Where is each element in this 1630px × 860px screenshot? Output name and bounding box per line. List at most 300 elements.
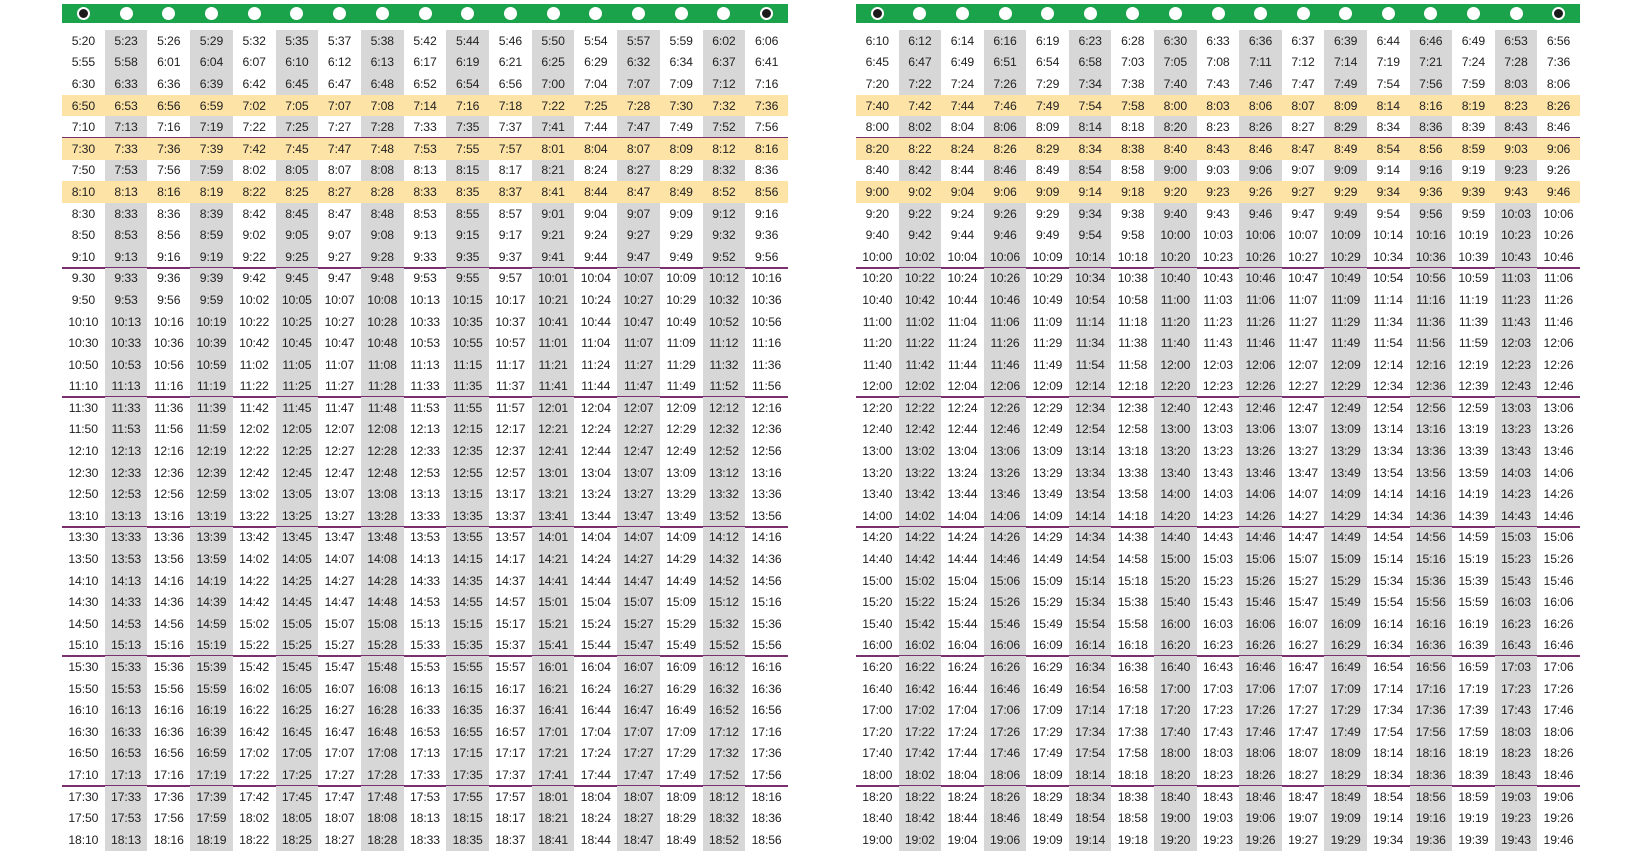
time-cell: 6:28 <box>1121 33 1145 48</box>
time-cell: 16:58 <box>1117 681 1148 696</box>
time-cell: 13:47 <box>617 505 660 527</box>
time-cell: 8:56 <box>754 184 779 199</box>
time-cell: 7:41 <box>532 116 575 138</box>
table-row <box>856 52 1580 74</box>
time-cell: 7:07 <box>617 73 660 95</box>
time-cell: 18:09 <box>666 789 697 804</box>
time-cell: 6:36 <box>157 76 181 91</box>
time-cell: 13:27 <box>1288 444 1319 459</box>
time-cell: 8:55 <box>446 203 489 225</box>
table-row <box>62 311 788 333</box>
time-cell: 17:44 <box>580 767 611 782</box>
time-cell: 13:06 <box>984 440 1027 462</box>
table-row <box>856 376 1580 398</box>
time-cell: 12:54 <box>1069 419 1112 441</box>
time-cell: 18:02 <box>239 811 270 826</box>
time-cell: 14:25 <box>276 570 319 592</box>
time-cell: 10:44 <box>947 292 978 307</box>
time-cell: 13:40 <box>1154 462 1197 484</box>
time-cell: 11:13 <box>105 376 148 398</box>
time-cell: 12:48 <box>361 462 404 484</box>
time-cell: 18:17 <box>495 811 526 826</box>
table-row <box>856 591 1580 613</box>
time-cell: 7:20 <box>865 76 889 91</box>
time-cell: 16:38 <box>1117 660 1148 675</box>
time-cell: 13:20 <box>862 465 893 480</box>
time-cell: 16:03 <box>1495 591 1538 613</box>
time-cell: 15:29 <box>666 616 697 631</box>
time-cell: 16:36 <box>1410 635 1453 657</box>
time-cell: 15:46 <box>1239 591 1282 613</box>
time-cell: 15:43 <box>1202 595 1233 610</box>
time-cell: 9:06 <box>993 184 1017 199</box>
time-cell: 14:19 <box>190 570 233 592</box>
time-cell: 18:35 <box>446 829 489 851</box>
time-cell: 10:56 <box>751 314 782 329</box>
time-cell: 13:59 <box>1458 465 1489 480</box>
time-cell: 10:36 <box>751 292 782 307</box>
time-cell: 8:13 <box>413 163 437 178</box>
time-cell: 10:09 <box>1324 224 1367 246</box>
time-cell: 13:22 <box>239 508 270 523</box>
time-cell: 11:39 <box>1458 314 1488 329</box>
time-cell: 8:37 <box>498 184 523 199</box>
time-cell: 12:09 <box>1032 379 1063 394</box>
time-cell: 18:15 <box>446 807 489 829</box>
time-cell: 8:44 <box>584 184 608 199</box>
time-cell: 15:38 <box>1117 595 1148 610</box>
time-cell: 15:59 <box>190 678 233 700</box>
time-cell: 18:07 <box>1288 746 1319 761</box>
time-cell: 12:53 <box>105 483 148 505</box>
time-cell: 16:13 <box>409 681 440 696</box>
time-cell: 8:46 <box>984 160 1027 182</box>
time-cell: 8:35 <box>456 184 480 199</box>
time-cell: 6:56 <box>157 98 181 113</box>
time-cell: 9:59 <box>190 289 233 311</box>
time-cell: 15:47 <box>617 635 660 657</box>
time-cell: 9:27 <box>327 249 352 264</box>
table-row <box>62 807 788 829</box>
time-cell: 6:25 <box>532 52 575 74</box>
time-cell: 16:46 <box>984 678 1027 700</box>
time-cell: 17:44 <box>947 746 978 761</box>
time-cell: 7:12 <box>703 73 746 95</box>
time-cell: 18:41 <box>532 829 575 851</box>
time-cell: 16:42 <box>899 678 942 700</box>
time-cell: 10:07 <box>617 268 660 290</box>
time-cell: 12:09 <box>1324 354 1367 376</box>
time-cell: 17:20 <box>1154 699 1197 721</box>
time-cell: 14:14 <box>1373 487 1404 502</box>
timetable-grid <box>856 30 1580 851</box>
time-cell: 18:00 <box>1154 743 1197 765</box>
time-cell: 17:43 <box>1202 724 1233 739</box>
time-cell: 14:22 <box>899 527 942 549</box>
time-cell: 12:56 <box>153 487 184 502</box>
time-cell: 14:01 <box>532 527 575 549</box>
time-cell: 9:56 <box>754 249 779 264</box>
time-cell: 12:34 <box>1069 397 1112 419</box>
time-cell: 13:59 <box>190 548 233 570</box>
time-cell: 8:42 <box>899 160 942 182</box>
time-cell: 9:13 <box>105 246 148 268</box>
time-cell: 11:25 <box>276 376 319 398</box>
table-row <box>856 354 1580 376</box>
time-cell: 11:01 <box>532 332 575 354</box>
time-cell: 15:09 <box>1324 548 1367 570</box>
time-cell: 10:19 <box>190 311 233 333</box>
time-cell: 14:17 <box>495 552 526 567</box>
time-cell: 9:34 <box>1376 184 1400 199</box>
stop-marker-icon <box>1084 7 1097 20</box>
stop-marker-icon <box>1424 7 1437 20</box>
table-row <box>62 419 788 441</box>
table-row <box>62 268 788 290</box>
time-cell: 8:23 <box>1206 120 1230 135</box>
time-cell: 7:39 <box>199 141 224 156</box>
time-cell: 10:43 <box>1202 271 1233 286</box>
time-cell: 13:04 <box>580 465 611 480</box>
time-cell: 14:24 <box>580 552 611 567</box>
time-cell: 11:38 <box>1118 336 1148 351</box>
time-cell: 7:22 <box>242 120 266 135</box>
time-cell: 9:39 <box>1461 184 1486 199</box>
time-cell: 8:56 <box>1419 141 1443 156</box>
time-cell: 14:54 <box>1069 548 1112 570</box>
time-cell: 7:08 <box>1206 55 1230 70</box>
time-cell: 17:10 <box>68 767 99 782</box>
table-row <box>856 807 1580 829</box>
time-cell: 7:30 <box>669 98 693 113</box>
time-cell: 15:24 <box>580 616 611 631</box>
time-cell: 13:56 <box>153 552 184 567</box>
time-cell: 12:59 <box>1458 400 1489 415</box>
time-cell: 13:34 <box>1069 462 1112 484</box>
time-cell: 8:26 <box>1546 98 1571 113</box>
time-cell: 11:06 <box>984 311 1027 333</box>
time-cell: 12:14 <box>1069 376 1112 398</box>
time-cell: 17:56 <box>1410 721 1453 743</box>
time-cell: 14:48 <box>361 591 404 613</box>
table-row <box>62 743 788 765</box>
time-cell: 12:25 <box>276 440 319 462</box>
time-cell: 9:13 <box>413 228 437 243</box>
time-cell: 11:06 <box>1543 271 1574 286</box>
time-cell: 10:37 <box>495 314 526 329</box>
stop-marker-icon <box>248 7 261 20</box>
time-cell: 18:36 <box>751 811 782 826</box>
time-cell: 14:49 <box>1324 527 1367 549</box>
time-cell: 16:05 <box>276 678 319 700</box>
time-cell: 9:16 <box>157 249 181 264</box>
time-cell: 10:20 <box>862 271 893 286</box>
time-cell: 12:38 <box>1117 400 1148 415</box>
time-cell: 17:05 <box>276 743 319 765</box>
time-cell: 9:32 <box>703 224 746 246</box>
time-cell: 18:13 <box>105 829 148 851</box>
time-cell: 17:53 <box>105 807 148 829</box>
time-cell: 10:54 <box>1069 289 1112 311</box>
time-cell: 11:23 <box>1495 289 1538 311</box>
time-cell: 11:07 <box>325 357 355 372</box>
time-cell: 18:04 <box>580 789 611 804</box>
time-cell: 8:33 <box>105 203 148 225</box>
time-cell: 18:47 <box>1288 789 1319 804</box>
time-cell: 11:57 <box>495 400 525 415</box>
time-cell: 12:45 <box>276 462 319 484</box>
time-cell: 16:09 <box>1324 613 1367 635</box>
time-cell: 18:29 <box>1324 764 1367 786</box>
time-cell: 15:17 <box>495 616 526 631</box>
time-cell: 10:53 <box>409 336 440 351</box>
time-cell: 11:53 <box>410 400 440 415</box>
time-cell: 10:04 <box>947 249 978 264</box>
table-row <box>856 483 1580 505</box>
time-cell: 14:03 <box>1202 487 1233 502</box>
time-cell: 16:52 <box>703 699 746 721</box>
time-cell: 17:59 <box>1458 724 1489 739</box>
time-cell: 18:27 <box>617 807 660 829</box>
time-cell: 16:47 <box>1288 660 1319 675</box>
time-cell: 7:28 <box>1495 52 1538 74</box>
time-cell: 18:06 <box>1239 743 1282 765</box>
time-cell: 18:02 <box>899 764 942 786</box>
time-cell: 19:46 <box>1543 832 1574 847</box>
time-cell: 6:29 <box>584 55 608 70</box>
time-cell: 16:44 <box>580 703 611 718</box>
time-cell: 15:36 <box>1410 570 1453 592</box>
time-cell: 8:46 <box>1248 141 1273 156</box>
time-cell: 7:49 <box>1324 73 1367 95</box>
time-cell: 6:30 <box>71 76 96 91</box>
time-cell: 18:37 <box>495 832 526 847</box>
time-cell: 7:12 <box>1291 55 1315 70</box>
time-cell: 7:16 <box>456 98 480 113</box>
time-cell: 12:55 <box>446 462 489 484</box>
time-cell: 13:27 <box>617 483 660 505</box>
time-cell: 14:55 <box>446 591 489 613</box>
time-cell: 7:22 <box>899 73 942 95</box>
time-cell: 10:27 <box>617 289 660 311</box>
time-cell: 12:16 <box>751 400 782 415</box>
time-cell: 11:09 <box>1033 314 1063 329</box>
time-cell: 18:19 <box>1458 746 1489 761</box>
time-cell: 18:26 <box>1239 764 1282 786</box>
time-cell: 8:30 <box>71 206 96 221</box>
time-cell: 13:35 <box>446 505 489 527</box>
time-cell: 17:27 <box>617 743 660 765</box>
time-cell: 16:12 <box>703 656 746 678</box>
stop-marker-icon <box>1382 7 1395 20</box>
time-cell: 17:33 <box>105 786 148 808</box>
time-cell: 11:12 <box>703 332 746 354</box>
time-cell: 8:36 <box>1410 116 1453 138</box>
time-cell: 9:38 <box>1121 206 1145 221</box>
time-cell: 12:39 <box>1458 379 1489 394</box>
table-row <box>856 73 1580 95</box>
time-cell: 15:45 <box>276 656 319 678</box>
time-cell: 16:33 <box>409 703 440 718</box>
time-cell: 15:29 <box>1324 570 1367 592</box>
time-cell: 9:56 <box>1410 203 1453 225</box>
time-cell: 6:50 <box>71 98 96 113</box>
time-cell: 15:02 <box>899 570 942 592</box>
time-cell: 7:14 <box>1324 52 1367 74</box>
time-cell: 5:35 <box>276 30 319 52</box>
time-cell: 13:26 <box>984 462 1027 484</box>
time-cell: 12:46 <box>1239 397 1282 419</box>
time-cell: 10:42 <box>239 336 270 351</box>
table-row <box>856 440 1580 462</box>
time-cell: 17:41 <box>532 764 575 786</box>
time-cell: 10:02 <box>239 292 270 307</box>
table-row <box>856 548 1580 570</box>
time-cell: 9:02 <box>242 228 266 243</box>
time-cell: 15:47 <box>1288 595 1319 610</box>
time-cell: 5:42 <box>413 33 437 48</box>
time-cell: 7:59 <box>1461 76 1486 91</box>
time-cell: 7:36 <box>1546 55 1571 70</box>
table-row <box>62 30 788 52</box>
time-cell: 17:47 <box>324 789 355 804</box>
time-cell: 7:08 <box>370 98 394 113</box>
time-cell: 18:03 <box>1495 721 1538 743</box>
time-cell: 17:12 <box>703 721 746 743</box>
time-cell: 12:00 <box>1154 354 1197 376</box>
time-cell: 6:10 <box>865 33 889 48</box>
time-cell: 8:53 <box>105 224 148 246</box>
time-cell: 7:49 <box>1035 98 1060 113</box>
time-cell: 16:28 <box>361 699 404 721</box>
time-cell: 15:06 <box>984 570 1027 592</box>
time-cell: 13:46 <box>1239 462 1282 484</box>
time-cell: 15:48 <box>361 656 404 678</box>
table-row <box>856 570 1580 592</box>
time-cell: 16:09 <box>666 660 697 675</box>
time-cell: 15:05 <box>276 613 319 635</box>
time-cell: 12:02 <box>899 376 942 398</box>
stop-marker-icon <box>717 7 730 20</box>
time-cell: 13:29 <box>1032 465 1063 480</box>
time-cell: 14:07 <box>617 527 660 549</box>
table-row <box>856 203 1580 225</box>
time-cell: 17:14 <box>1373 681 1404 696</box>
time-cell: 6:46 <box>1410 30 1453 52</box>
time-cell: 15:04 <box>947 573 978 588</box>
time-cell: 8:34 <box>1376 120 1400 135</box>
time-cell: 18:49 <box>666 832 697 847</box>
time-cell: 10:23 <box>1202 249 1233 264</box>
time-cell: 15:16 <box>1410 548 1453 570</box>
time-cell: 13:29 <box>1324 440 1367 462</box>
time-cell: 14:27 <box>617 548 660 570</box>
time-cell: 17:46 <box>1543 703 1574 718</box>
time-cell: 17:16 <box>153 767 184 782</box>
time-cell: 17:30 <box>68 789 99 804</box>
time-cell: 11:00 <box>1154 289 1197 311</box>
time-cell: 13:32 <box>703 483 746 505</box>
timetable-left <box>62 4 788 847</box>
time-cell: 6:32 <box>617 52 660 74</box>
table-row <box>62 527 788 549</box>
time-cell: 8:28 <box>370 184 394 199</box>
time-cell: 14:53 <box>409 595 440 610</box>
time-cell: 19:19 <box>1458 811 1489 826</box>
time-cell: 12:07 <box>324 422 355 437</box>
time-cell: 19:02 <box>899 829 942 851</box>
time-cell: 14:27 <box>1288 508 1319 523</box>
time-cell: 6:41 <box>754 55 779 70</box>
time-cell: 9:43 <box>1504 184 1528 199</box>
time-cell: 13:42 <box>239 530 270 545</box>
time-cell: 17:47 <box>617 764 660 786</box>
time-cell: 8:03 <box>1206 98 1230 113</box>
time-cell: 12:43 <box>1202 400 1233 415</box>
time-cell: 10:29 <box>666 292 697 307</box>
time-cell: 13:06 <box>1543 400 1574 415</box>
time-cell: 12:27 <box>324 444 355 459</box>
time-cell: 13:36 <box>1410 440 1453 462</box>
time-cell: 13:37 <box>495 508 526 523</box>
time-cell: 7:28 <box>361 116 404 138</box>
time-cell: 13:05 <box>276 483 319 505</box>
time-cell: 16:41 <box>532 699 575 721</box>
time-cell: 18:10 <box>68 832 99 847</box>
table-row <box>856 289 1580 311</box>
time-cell: 17:49 <box>1324 721 1367 743</box>
time-cell: 14:39 <box>190 591 233 613</box>
time-cell: 17:35 <box>446 764 489 786</box>
time-cell: 8:47 <box>626 184 651 199</box>
time-cell: 17:21 <box>532 743 575 765</box>
time-cell: 17:33 <box>409 767 440 782</box>
time-cell: 12:33 <box>105 462 148 484</box>
time-cell: 17:16 <box>751 724 782 739</box>
time-cell: 9:42 <box>242 271 266 286</box>
time-cell: 16:55 <box>446 721 489 743</box>
time-cell: 15:32 <box>703 613 746 635</box>
time-cell: 14:54 <box>1373 530 1404 545</box>
time-cell: 16:47 <box>617 699 660 721</box>
time-cell: 9:10 <box>71 249 96 264</box>
table-row <box>62 95 788 117</box>
time-cell: 18:16 <box>153 832 184 847</box>
time-cell: 13:14 <box>1069 440 1112 462</box>
time-cell: 13:36 <box>153 530 184 545</box>
time-cell: 9:16 <box>754 206 779 221</box>
time-cell: 10:39 <box>190 332 233 354</box>
time-cell: 8:29 <box>1324 116 1367 138</box>
time-cell: 14:47 <box>617 570 660 592</box>
time-cell: 17:27 <box>1288 703 1319 718</box>
time-cell: 11:49 <box>1033 357 1063 372</box>
time-cell: 11:45 <box>276 397 319 419</box>
time-cell: 9:04 <box>950 184 975 199</box>
time-cell: 6:12 <box>899 30 942 52</box>
time-cell: 12:26 <box>1543 357 1574 372</box>
time-cell: 9:00 <box>1154 160 1197 182</box>
time-cell: 12:06 <box>1239 354 1282 376</box>
time-cell: 7:34 <box>1069 73 1112 95</box>
time-cell: 12:47 <box>617 440 660 462</box>
time-cell: 16:36 <box>153 724 184 739</box>
time-cell: 10:05 <box>276 289 319 311</box>
time-cell: 14:08 <box>361 548 404 570</box>
time-cell: 15:53 <box>409 660 440 675</box>
time-cell: 10:07 <box>1288 228 1319 243</box>
table-row <box>62 462 788 484</box>
